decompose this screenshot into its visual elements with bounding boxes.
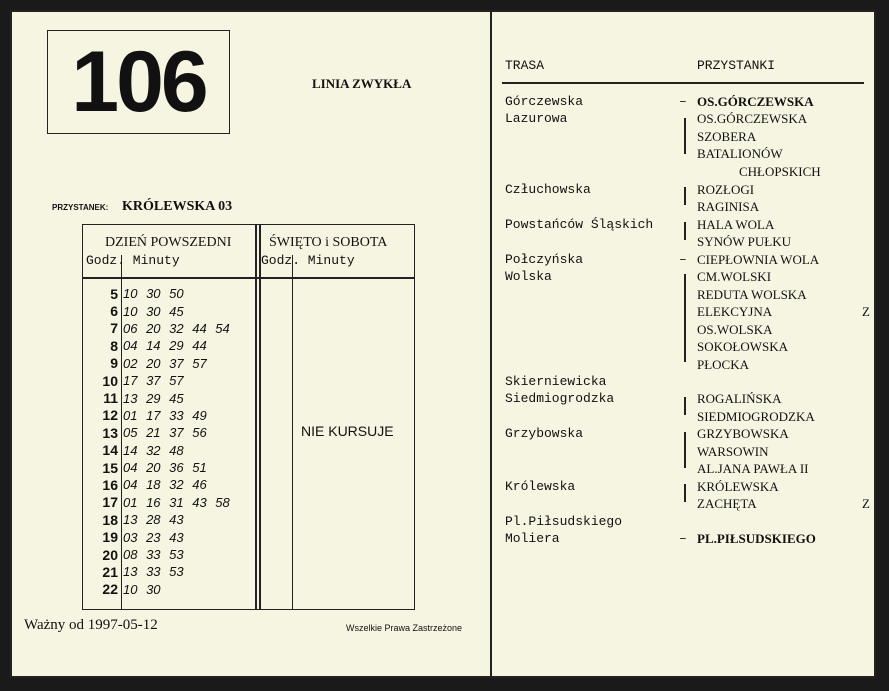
stop-item: OS.WOLSKA [697, 322, 773, 337]
stop-item: ROGALIŃSKA [697, 391, 782, 406]
stop-item: REDUTA WOLSKA [697, 287, 807, 302]
table-row [83, 285, 257, 302]
weekday-subheader: Godz. Minuty [86, 253, 180, 268]
route-street: Górczewska [505, 94, 584, 109]
dash-connector: – [679, 94, 687, 109]
column-divider [259, 225, 261, 609]
route-bracket [684, 187, 686, 205]
holiday-note: NIE KURSUJE [301, 423, 394, 439]
holiday-subheader: Godz. Minuty [261, 253, 355, 268]
hour-cell: 5 [110, 285, 118, 302]
rights-notice: Wszelkie Prawa Zastrzeżone [346, 623, 463, 633]
dash-connector: – [679, 252, 687, 267]
route-street: Siedmiogrodzka [505, 391, 615, 406]
route-bracket [684, 484, 686, 502]
minutes-cell: 10 30 [123, 581, 161, 597]
route-bracket [684, 222, 686, 240]
minutes-cell: 04 18 32 46 [123, 477, 207, 493]
stop-item: CM.WOLSKI [697, 269, 772, 284]
stop-item: ELEKCYJNA [697, 304, 773, 319]
hour-cell: 15 [102, 459, 118, 476]
minutes-cell: 06 20 32 44 54 [123, 320, 230, 336]
timetable-card [10, 10, 876, 678]
route-bracket [684, 274, 686, 362]
header-rule [502, 82, 864, 84]
table-row [83, 528, 257, 545]
minutes-cell: 04 20 36 51 [123, 460, 207, 476]
stop-item: PŁOCKA [697, 357, 750, 372]
stop-item: OS.GÓRCZEWSKA [697, 94, 814, 109]
stop-item: RAGINISA [697, 199, 760, 214]
route-bracket [684, 397, 686, 415]
hour-cell: 20 [102, 546, 118, 563]
line-number-box [47, 30, 230, 134]
stop-item: SYNÓW PUŁKU [697, 234, 792, 249]
route-bracket [684, 118, 686, 154]
table-row [83, 355, 257, 372]
route-street: Moliera [505, 531, 560, 546]
on-request-marker: Z [862, 496, 870, 511]
line-number: 106 [71, 34, 206, 130]
hour-cell: 6 [110, 303, 118, 320]
table-row [83, 476, 257, 493]
hour-cell: 13 [102, 424, 118, 441]
stop-item: CIEPŁOWNIA WOLA [697, 252, 820, 267]
minutes-cell: 17 37 57 [123, 373, 184, 389]
stops-column-header: PRZYSTANKI [697, 58, 776, 73]
hour-cell: 8 [110, 337, 118, 354]
departure-rows [83, 285, 257, 598]
route-street: Grzybowska [505, 426, 584, 441]
route-street: Wolska [505, 269, 552, 284]
table-row [83, 424, 257, 441]
hour-cell: 21 [102, 563, 118, 580]
route-street: Powstańców Śląskich [505, 217, 654, 232]
route-street: Lazurowa [505, 111, 568, 126]
route-column-header: TRASA [505, 58, 545, 73]
table-row [83, 511, 257, 528]
hour-cell: 7 [110, 320, 118, 337]
minutes-cell: 01 17 33 49 [123, 407, 207, 423]
line-type: LINIA ZWYKŁA [312, 76, 412, 91]
header-rule [83, 277, 414, 279]
hour-cell: 18 [102, 511, 118, 528]
stop-item: SIEDMIOGRODZKA [697, 409, 815, 424]
table-row [83, 442, 257, 459]
hour-cell: 9 [110, 355, 118, 372]
hour-cell: 10 [102, 372, 118, 389]
table-row [83, 389, 257, 406]
minutes-cell: 03 23 43 [123, 529, 184, 545]
stop-item: BATALIONÓW [697, 146, 783, 161]
minutes-cell: 08 33 53 [123, 547, 184, 563]
route-street: Skierniewicka [505, 374, 607, 389]
dash-connector: – [679, 531, 687, 546]
table-row [83, 459, 257, 476]
table-row [83, 372, 257, 389]
holiday-header: ŚWIĘTO i SOBOTA [269, 235, 388, 250]
hour-cell: 16 [102, 476, 118, 493]
panel-divider [490, 12, 492, 676]
table-row [83, 320, 257, 337]
stop-item: CHŁOPSKICH [739, 164, 821, 179]
minutes-cell: 02 20 37 57 [123, 355, 207, 371]
table-row [83, 494, 257, 511]
hour-cell: 22 [102, 581, 118, 598]
stop-item: KRÓLEWSKA [697, 479, 779, 494]
stop-name: KRÓLEWSKA 03 [122, 199, 233, 214]
stop-item: SOKOŁOWSKA [697, 339, 788, 354]
table-row [83, 302, 257, 319]
stop-item: SZOBERA [697, 129, 757, 144]
hour-divider [292, 255, 293, 609]
hour-cell: 12 [102, 407, 118, 424]
weekday-header: DZIEŃ POWSZEDNI [105, 235, 232, 250]
route-street: Królewska [505, 479, 576, 494]
hour-cell: 14 [102, 442, 118, 459]
minutes-cell: 13 28 43 [123, 512, 184, 528]
stop-item: PL.PIŁSUDSKIEGO [697, 531, 816, 546]
departures-table [82, 224, 415, 610]
hour-cell: 11 [103, 390, 118, 407]
route-street: Połczyńska [505, 252, 584, 267]
stop-label: PRZYSTANEK: [52, 203, 109, 212]
minutes-cell: 14 32 48 [123, 442, 184, 458]
table-row [83, 581, 257, 598]
route-street: Pl.Piłsudskiego [505, 514, 623, 529]
stop-item: OS.GÓRCZEWSKA [697, 111, 808, 126]
route-street: Człuchowska [505, 182, 591, 197]
minutes-cell: 10 30 50 [123, 286, 184, 302]
table-row [83, 546, 257, 563]
route-bracket [684, 432, 686, 468]
stop-item: ZACHĘTA [697, 496, 757, 511]
table-row [83, 337, 257, 354]
stop-item: GRZYBOWSKA [697, 426, 789, 441]
minutes-cell: 10 30 45 [123, 303, 184, 319]
minutes-cell: 01 16 31 43 58 [123, 494, 230, 510]
stop-item: WARSOWIN [697, 444, 769, 459]
minutes-cell: 05 21 37 56 [123, 425, 207, 441]
minutes-cell: 13 29 45 [123, 390, 184, 406]
hour-cell: 17 [102, 494, 118, 511]
stop-item: HALA WOLA [697, 217, 775, 232]
minutes-cell: 04 14 29 44 [123, 338, 207, 354]
stop-item: AL.JANA PAWŁA II [697, 461, 809, 476]
valid-from: Ważny od 1997-05-12 [24, 617, 158, 633]
table-row [83, 563, 257, 580]
stop-item: ROZŁOGI [697, 182, 755, 197]
table-row [83, 407, 257, 424]
minutes-cell: 13 33 53 [123, 564, 184, 580]
on-request-marker: Z [862, 304, 870, 319]
hour-cell: 19 [102, 529, 118, 546]
